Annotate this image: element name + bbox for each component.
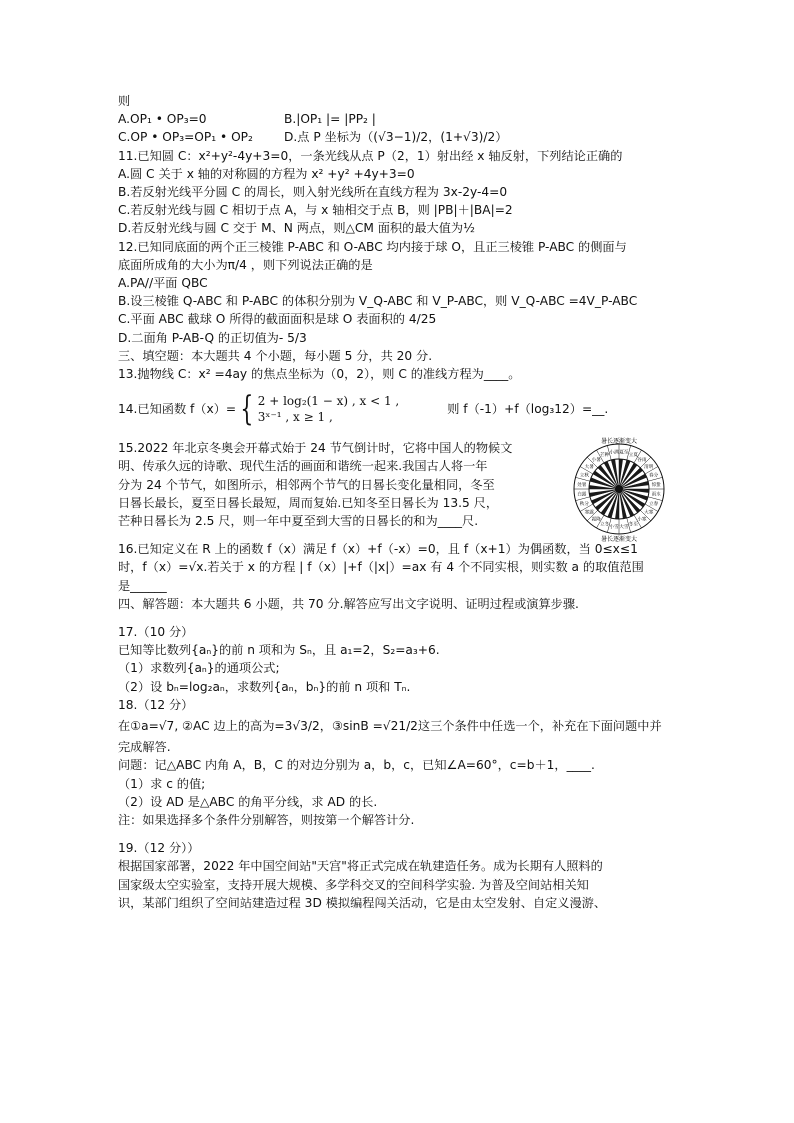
wheel-term-label: 小寒 [637,517,647,523]
wheel-term-label: 霜降 [591,517,601,523]
q10-lead: 则 [118,94,131,108]
wheel-term-label: 立夏 [628,453,638,459]
q14-cases [258,393,399,425]
q12-stem-line2: 底面所成角的大小为π/4 ，则下列说法正确的是 [118,257,373,272]
q19-line3: 识，某部门组织了空间站建造过程 3D 模拟编程闯关活动，它是由太空发射、自定义漫游、 [118,895,607,910]
q17-stem: 已知等比数列{aₙ}的前 n 项和为 Sₙ，且 a₁=2，S₂=a₃+6. [118,643,440,658]
q12-option-c: C.平面 ABC 截球 O 所得的截面面积是球 O 表面积的 4/25 [118,312,437,327]
q19-line1: 根据国家部署，2022 年中国空间站"天宫"将正式完成在轨建造任务。成为长期有人照料的 [118,859,603,874]
exam-page [118,92,688,912]
wheel-term-label: 谷雨 [637,458,647,464]
wheel-term-label: 雨水 [651,492,661,498]
q10-option-b: B.|OP₁ |= |PP₂ | [284,112,376,127]
wheel-term-label: 寒露 [584,510,594,516]
q12-option-d: D.二面角 P-AB-Q 的正切值为- 5/3 [118,330,307,345]
wheel-term-label: 立春 [649,502,659,508]
wheel-term-label: 清明 [644,465,654,471]
q12-option-b: B.设三棱锥 Q-ABC 和 P-ABC 的体积分别为 V_Q-ABC 和 V_P-ABC，则 V_Q-ABC =4V_P-ABC [118,294,638,309]
solar-terms-wheel-figure [560,435,678,543]
wheel-top-caption: 暑长逐渐变大 [600,438,638,446]
q15-line5: 芒种日晷长为 2.5 尺，则一年中夏至到大雪的日晷长的和为____尺. [118,514,479,529]
wheel-term-label: 大寒 [644,510,654,516]
q11-option-b: B.若反射光线平分圆 C 的周长，则入射光线所在直线方程为 3x-2y-4=0 [118,185,508,200]
q12-option-a: A.PA//平面 QBC [118,276,208,291]
wheel-term-label: 春分 [649,473,659,479]
q11-option-a: A.圆 C 关于 x 轴的对称圆的方程为 x² +y² +4y+3=0 [118,166,415,181]
q16-line2: 时，f（x）=√x.若关于 x 的方程 | f（x）|+f（|x|）=ax 有 4 个不同实根，则实数 a 的取值范围 [118,560,644,575]
q10-option-c: C.OP • OP₃=OP₁ • OP₂ [118,130,253,145]
q11-option-c: C.若反射光线与圆 C 相切于点 A，与 x 轴相交于点 B，则 |PB|＋|BA|=2 [118,203,513,218]
q14-case-1: 2 + log₂(1 − x) , x < 1 , [257,394,400,409]
q13: 13.抛物线 C：x² =4ay 的焦点坐标为（0，2），则 C 的准线方程为____。 [118,367,521,382]
q15-line1: 15.2022 年北京冬奥会开幕式始于 24 节气倒计时，它将中国人的物候文 [118,441,513,456]
wheel-term-label: 大暑 [584,465,594,471]
q17-heading: 17.（10 分） [118,625,194,640]
wheel-term-label: 大雪 [619,525,629,531]
q19-heading: 19.（12 分）） [118,841,200,856]
q19-line2: 国家级太空实验室，支持开展大规模、多学科交叉的空间科学实验. 为普及空间站相关知 [118,877,589,892]
q18-stem-line2: 完成解答. [118,740,171,755]
q18-problem: 问题：记△ABC 内角 A，B，C 的对边分别为 a，b，c，已知∠A=60°，c=b＋1，____. [118,758,595,773]
q14-lead: 14.已知函数 f（x）= [118,402,237,417]
q14-brace: { [240,389,254,430]
q11-option-d: D.若反射光线与圆 C 交于 M、N 两点，则△CM 面积的最大值为½ [118,221,475,236]
q18-heading: 18.（12 分） [118,697,194,712]
wheel-center [615,485,623,493]
q10-options-cd [118,128,688,146]
q15 [118,438,688,544]
wheel-term-label: 立秋 [579,473,589,479]
q15-line3: 分为 24 个节气，如图所示，相邻两个节气的日晷长变化量相同，冬至 [118,477,495,492]
q18-note: 注：如果选择多个条件分别解答，则按第一个解答计分. [118,812,415,827]
q17-part2: （2）设 bₙ=log₂aₙ，求数列{aₙ，bₙ}的前 n 项和 Tₙ. [118,679,411,694]
section-4-heading: 四、解答题：本大题共 6 小题，共 70 分.解答应写出文字说明、证明过程或演算步骤. [118,596,579,611]
q17-part1: （1）求数列{aₙ}的通项公式; [118,661,280,676]
wheel-bottom-caption: 暑长逐渐变大 [600,536,638,544]
wheel-term-label: 小暑 [591,458,601,464]
wheel-term-label: 夏至 [619,450,629,456]
section-3-heading: 三、填空题：本大题共 4 个小题，每小题 5 分，共 20 分. [118,348,433,363]
q15-line4: 日晷长最长，夏至日晷长最短，周而复始.已知冬至日晷长为 13.5 尺， [118,495,499,510]
wheel-term-label: 惊蛰 [651,483,661,489]
q18-part1: （1）求 c 的值; [118,776,206,791]
wheel-term-label: 冬至 [628,522,638,528]
q14 [118,389,688,429]
wheel-term-label: 小雪 [609,525,619,531]
q12-stem-line1: 12.已知同底面的两个正三棱锥 P-ABC 和 O-ABC 均内接于球 O，且正三棱锥 P-ABC 的侧面与 [118,239,627,254]
wheel-term-label: 处暑 [577,483,587,489]
q10-options-ab [118,110,688,128]
q10-option-d: D.点 P 坐标为（(√3−1)/2，(1+√3)/2） [284,130,508,145]
wheel-term-label: 芒种 [600,453,610,459]
q18-stem-line1: 在①a=√7, ②AC 边上的高为=3√3/2，③sinB =√21/2这三个条件中任选一个，补充在下面问题中并 [118,719,662,734]
q16-line1: 16.已知定义在 R 上的函数 f（x）满足 f（x）+f（-x）=0，且 f（x+1）为偶函数，当 0≤x≤1 [118,542,638,557]
q10-option-a: A.OP₁ • OP₃=0 [118,112,207,127]
wheel-term-label: 小满 [609,450,619,456]
q11-stem: 11.已知圆 C：x²+y²-4y+3=0，一条光线从点 P（2，1）射出经 x 轴反射，下列结论正确的 [118,148,623,163]
q14-case-2: 3ˣ⁻¹ , x ≥ 1 , [257,410,333,425]
q14-tail: 则 f（-1）+f（log₃12）=__. [447,402,609,417]
q16-line3: 是______ [118,578,167,593]
q15-line2: 明、传承久远的诗歌、现代生活的画面和谐统一起来.我国古人将一年 [118,459,488,474]
wheel-term-label: 秋分 [579,502,589,508]
wheel-term-label: 白露 [577,492,587,498]
wheel-term-label: 立冬 [600,522,610,528]
q18-part2: （2）设 AD 是△ABC 的角平分线，求 AD 的长. [118,794,378,809]
